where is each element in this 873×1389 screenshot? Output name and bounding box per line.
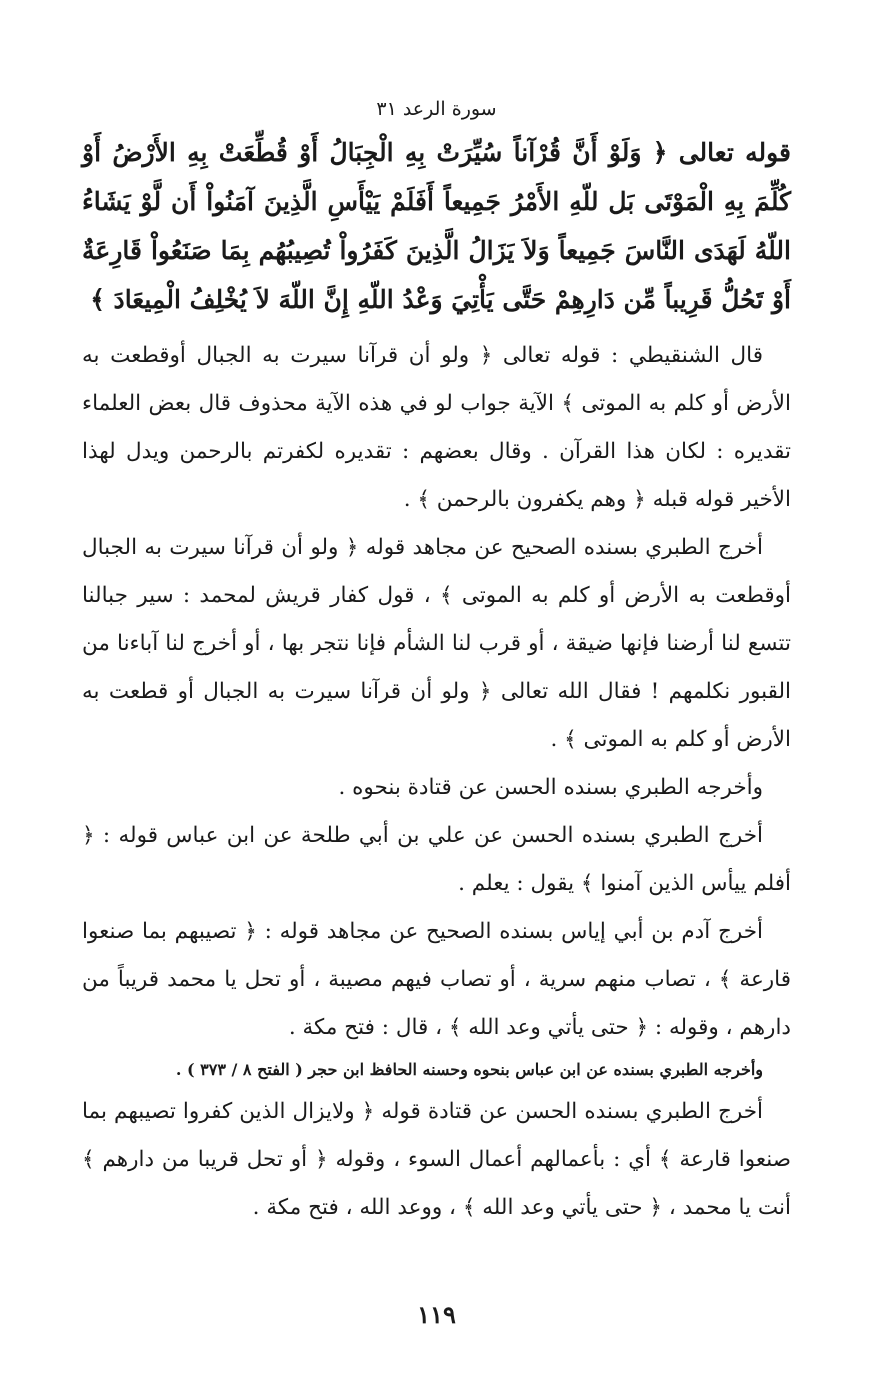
tafsir-paragraph-mujahid: أخرج الطبري بسنده الصحيح عن مجاهد قوله ﴿ ولو أن قرآنا سيرت به الجبال أوقطعت به الأرض أو كلم به الموتى ﴾ ، قول كفار قريش لمحمد : سير جبالنا تتسع لنا أرضنا فإنها ضيقة ، أو قرب لنا الشأم فإنا نتجر بها ، أو أخرج لنا آباءنا من القبور نكلمهم ! فقال الله تعالى ﴿ ولو أن قرآنا سيرت به الجبال أو قطعت به الأرض أو كلم به الموتى ﴾ . xyxy=(82,535,791,752)
page-number: ١١٩ xyxy=(417,1300,456,1329)
tafsir-paragraph-qatada: وأخرجه الطبري بسنده الحسن عن قتادة بنحوه . xyxy=(338,775,763,800)
tafsir-paragraph-shinqiti: قال الشنقيطي : قوله تعالى ﴿ ولو أن قرآنا سيرت به الجبال أوقطعت به الأرض أو كلم به الموتى ﴾ الآية جواب لو في هذه الآية محذوف قال بعض العلماء تقديره : لكان هذا القرآن . وقال بعضهم : تقديره لكفرتم بالرحمن ويدل لهذا الأخير قوله قبله ﴿ وهم يكفرون بالرحمن ﴾ . xyxy=(82,343,791,512)
quran-verse: قوله تعالى ﴿ وَلَوْ أَنَّ قُرْآناً سُيِّرَتْ بِهِ الْجِبَالُ أَوْ قُطِّعَتْ بِهِ الأَرْضُ أَوْ كُلِّمَ بِهِ الْمَوْتَى بَل للّهِ الأَمْرُ جَمِيعاً أَفَلَمْ يَيْأَسِ الَّذِينَ آمَنُواْ أَن لَّوْ يَشَاءُ اللّهُ لَهَدَى النَّاسَ جَمِيعاً وَلاَ يَزَالُ الَّذِينَ كَفَرُواْ تُصِيبُهُم بِمَا صَنَعُواْ قَارِعَةٌ أَوْ تَحُلُّ قَرِيباً مِّن دَارِهِمْ حَتَّى يَأْتِيَ وَعْدُ اللّهِ إِنَّ اللّهَ لاَ يُخْلِفُ الْمِيعَادَ ﴾ xyxy=(82,138,791,314)
tafsir-paragraph-ibn-abbas: أخرج الطبري بسنده الحسن عن علي بن أبي طلحة عن ابن عباس قوله : ﴿ أفلم ييأس الذين آمنوا ﴾ يقول : يعلم . xyxy=(82,823,791,896)
tafsir-paragraph-adam: أخرج آدم بن أبي إياس بسنده الصحيح عن مجاهد قوله : ﴿ تصيبهم بما صنعوا قارعة ﴾ ، تصاب منهم سرية ، أو تصاب فيهم مصيبة ، أو تحل يا محمد قريباً من دارهم ، وقوله : ﴿ حتى يأتي وعد الله ﴾ ، قال : فتح مكة . xyxy=(82,919,791,1040)
surah-header: سورة الرعد ٣١ xyxy=(376,98,497,120)
footnote-paragraph: وأخرجه الطبري بسنده عن ابن عباس بنحوه وحسنه الحافظ ابن حجر ( الفتح ٨ / ٣٧٣ ) . xyxy=(175,1060,763,1079)
tafsir-paragraph-last: أخرج الطبري بسنده الحسن عن قتادة قوله ﴿ ولايزال الذين كفروا تصيبهم بما صنعوا قارعة ﴾ أي : بأعمالهم أعمال السوء ، وقوله ﴿ أو تحل قريبا من دارهم ﴾ أنت يا محمد ، ﴿ حتى يأتي وعد الله ﴾ ، ووعد الله ، فتح مكة . xyxy=(82,1099,791,1220)
